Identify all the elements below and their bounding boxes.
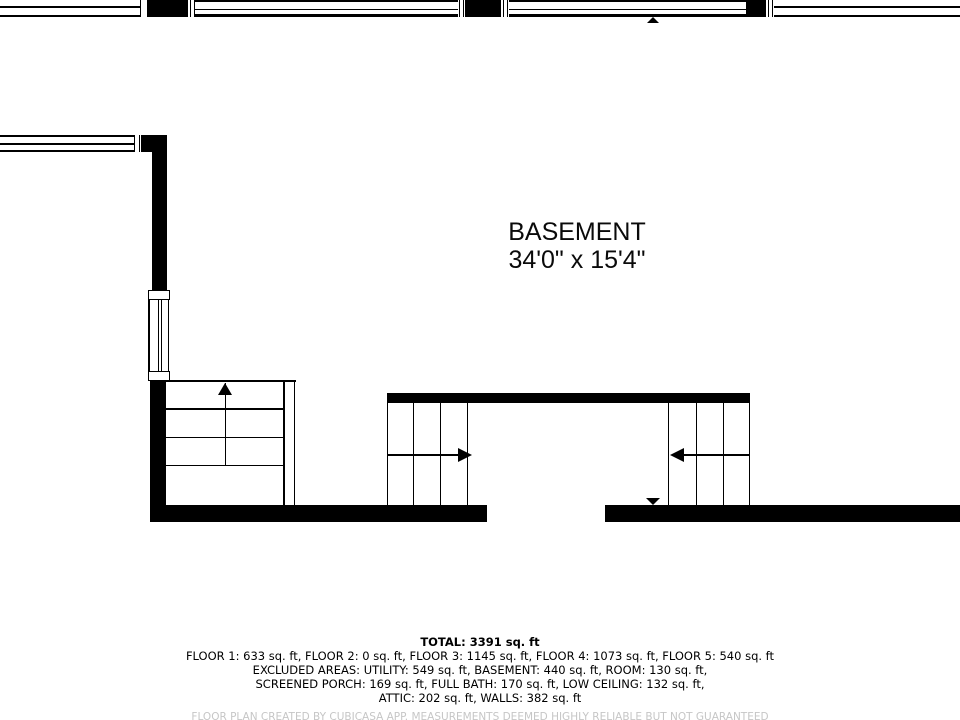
window-frame-line [140, 0, 141, 17]
area-summary [0, 635, 960, 705]
window-line [0, 135, 134, 137]
wall-segment [150, 380, 166, 507]
room-name: BASEMENT [508, 218, 646, 246]
stair-top-line [165, 380, 296, 382]
window-line [158, 299, 159, 371]
window-line [0, 6, 140, 8]
excluded-areas-line-2: SCREENED PORCH: 169 sq. ft, FULL BATH: 170 sq. ft, LOW CEILING: 132 sq. ft, [255, 677, 705, 691]
window-line [509, 14, 746, 17]
stair-right-arrow-icon [458, 448, 472, 462]
window-frame-line [148, 299, 150, 371]
window-frame-line [503, 0, 504, 17]
triangle-marker-icon-top [647, 17, 659, 23]
window-line [774, 6, 960, 8]
wall-segment [605, 505, 960, 522]
floor-areas-line: FLOOR 1: 633 sq. ft, FLOOR 2: 0 sq. ft, FLOOR 3: 1145 sq. ft, FLOOR 4: 1073 sq. ft, FLOOR 5: 540 sq. ft [185, 649, 775, 663]
stair-arrow-shaft [684, 454, 750, 456]
window-line [161, 299, 162, 371]
room-label [508, 218, 646, 274]
window-sill [148, 371, 170, 381]
wall-segment [152, 151, 168, 290]
window-line [509, 0, 746, 2]
excluded-areas-line-1: EXCLUDED AREAS: UTILITY: 549 sq. ft, BASEMENT: 440 sq. ft, ROOM: 130 sq. ft, [252, 663, 708, 677]
window-line [0, 150, 134, 153]
window-frame-line [507, 0, 508, 17]
window-line [195, 9, 458, 11]
window-line [774, 15, 960, 17]
stair-top-wall [387, 393, 751, 403]
window-line [195, 0, 458, 2]
window-frame-line [772, 0, 773, 17]
stair-arrow-shaft [387, 454, 460, 456]
wall-segment [746, 0, 766, 17]
stair-rail-line [294, 380, 296, 506]
footer-disclaimer: FLOOR PLAN CREATED BY CUBICASA APP. MEASUREMENTS DEEMED HIGHLY RELIABLE BUT NOT GUARANTEED [191, 711, 769, 720]
room-dimensions: 34'0" x 15'4" [508, 246, 646, 274]
window-line [0, 15, 140, 17]
window-frame-line [134, 135, 135, 152]
total-area-line: TOTAL: 3391 sq. ft [420, 635, 540, 649]
window-line [0, 143, 134, 145]
window-frame-line [463, 0, 464, 17]
stair-up-arrow-icon [218, 383, 232, 395]
stair-center-line [225, 383, 226, 466]
wall-segment [465, 0, 501, 17]
window-sill [148, 290, 170, 300]
stair-tread-line [668, 403, 669, 505]
window-frame-line [768, 0, 769, 17]
window-frame-line [459, 0, 460, 17]
window-line [509, 9, 746, 11]
excluded-areas-line-3: ATTIC: 202 sq. ft, WALLS: 382 sq. ft [378, 691, 582, 705]
wall-segment [150, 505, 487, 522]
stair-rail-line [283, 380, 285, 506]
wall-segment [148, 0, 188, 17]
window-frame-line [190, 0, 191, 17]
window-frame-line [168, 299, 170, 371]
triangle-marker-icon-bottom [646, 498, 660, 505]
window-line [195, 14, 458, 17]
stair-left-arrow-icon [670, 448, 684, 462]
wall-corner [141, 135, 168, 152]
